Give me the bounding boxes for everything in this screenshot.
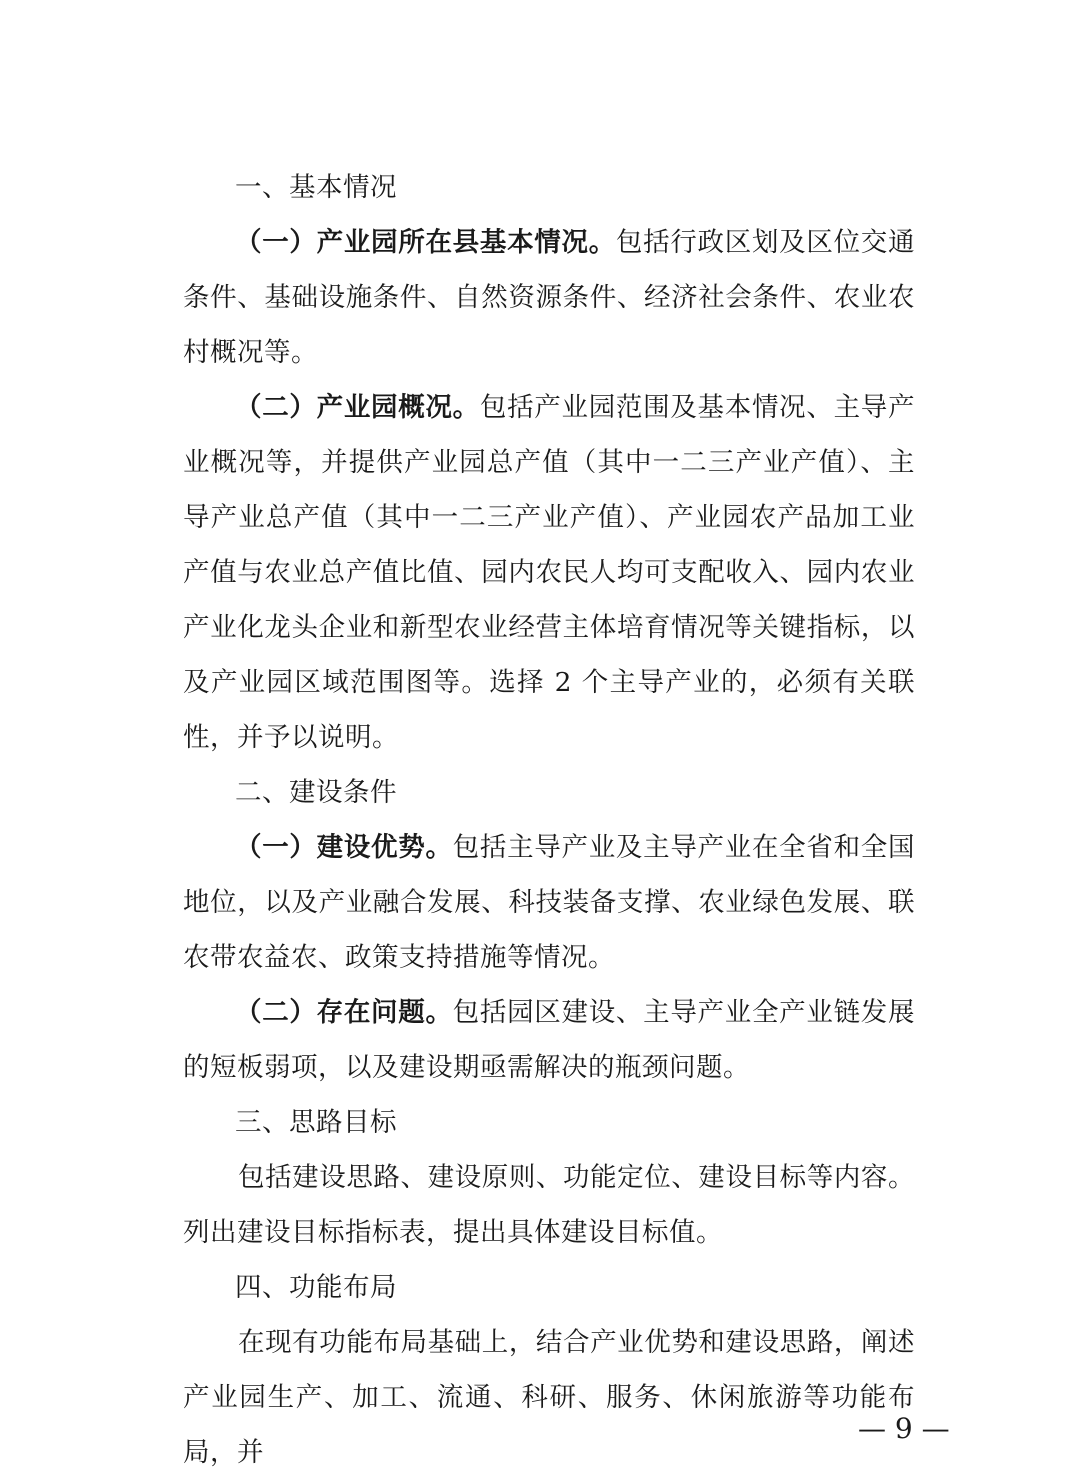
section-heading-functional-layout: 四、功能布局 [235,1272,397,1303]
paragraph-lead: （二）存在问题。 [235,997,453,1028]
paragraph-text: 包括园区建设、主导产业全产业链发展的短板弱项，以及建设期亟需解决的瓶颈问题。 [183,997,916,1083]
paragraph-county-basic-situation [183,215,915,380]
paragraph-lead: （一）建设优势。 [235,832,453,863]
document-body [183,160,915,1480]
section-heading-construction-conditions: 二、建设条件 [235,777,397,808]
section-heading-ideas-goals: 三、思路目标 [235,1107,397,1138]
page-number: — 9 — [858,1412,950,1445]
paragraph-functional-layout: 在现有功能布局基础上，结合产业优势和建设思路，阐述产业园生产、加工、流通、科研、服务、休闲旅游等功能布局，并 [183,1327,915,1468]
paragraph-text: 包括产业园范围及基本情况、主导产业概况等，并提供产业园总产值（其中一二三产业产值）、主导产业总产值（其中一二三产业产值）、产业园农产品加工业产值与农业总产值比值、园内农民人均可支配收入、园内农业产业化龙头企业和新型农业经营主体培育情况等关键指标，以及产业园区域范围图等。选择 2 个主导产业的，必须有关联性，并予以说明。 [183,392,915,753]
paragraph-park-overview [183,380,915,765]
paragraph-ideas-goals: 包括建设思路、建设原则、功能定位、建设目标等内容。列出建设目标指标表，提出具体建设目标值。 [183,1162,915,1248]
paragraph-construction-advantages [183,820,915,985]
paragraph-text: 包括主导产业及主导产业在全省和全国地位，以及产业融合发展、科技装备支撑、农业绿色发展、联农带农益农、政策支持措施等情况。 [183,832,916,973]
paragraph-text: 包括行政区划及区位交通条件、基础设施条件、自然资源条件、经济社会条件、农业农村概况等。 [183,227,916,368]
paragraph-lead: （一）产业园所在县基本情况。 [235,227,616,258]
paragraph-lead: （二）产业园概况。 [235,392,480,423]
section-heading-basic-situation: 一、基本情况 [235,172,397,203]
paragraph-existing-problems [183,985,915,1095]
